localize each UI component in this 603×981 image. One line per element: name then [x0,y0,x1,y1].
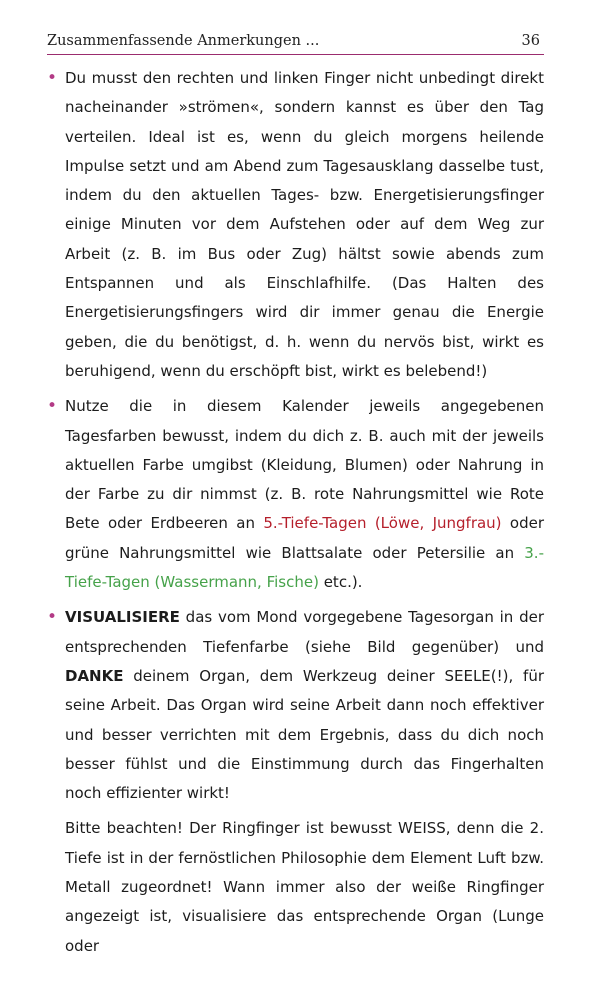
item-text: das vom Mond vorgegebene Tagesorgan in der entsprechenden Tiefenfarbe (siehe Bild gegenüber) und [65,608,544,656]
note-paragraph: Bitte beachten! Der Ringfinger ist bewusst WEISS, denn die 2. Tiefe ist in der fernöstlichen Philosophie dem Element Luft bzw. Metall zugeordnet! Wann immer also der weiße Ringfinger angezeigt ist, visualisiere das entsprechende Organ (Lunge oder [65,819,544,955]
page-number: 36 [521,33,540,49]
item-text: Nutze die in diesem Kalender jeweils angegebenen Tagesfarben bewusst, indem du dich z. B. auch mit der jeweils aktuellen Farbe umgibst (Kleidung, Blumen) oder Nahrung in der Farbe zu dir nimmst (z. B. rote Nahrungsmittel wie Rote Bete oder Erdbeeren an [65,397,544,533]
page-header [47,32,544,55]
bullet-item [47,603,544,808]
bullet-item [47,392,544,597]
highlight-red-text: 5.-Tiefe-Tagen (Löwe, Jungfrau) [263,514,502,533]
section-title: Zusammenfassende Anmerkungen ... [47,33,320,49]
item-text: etc.). [318,573,363,592]
body-text [47,64,544,961]
bullet-icon: • [47,607,58,628]
emphasis-text: VISUALISIERE [65,608,180,627]
item-text: oder grüne Nahrungsmittel wie Blattsalate oder Petersilie an [65,514,545,562]
highlight-green-text: 3.-Tiefe-Tagen (Wassermann, Fische) [65,543,544,592]
bullet-icon: • [47,68,58,88]
bullet-item [47,64,544,386]
item-text: deinem Organ, dem Werkzeug deiner SEELE(!), für seine Arbeit. Das Organ wird seine Arbeit dann noch effektiver und besser verrichten mit dem Ergebnis, dass du dich noch besser fühlst und die Einstimmung durch das Fingerhalten noch effizienter wirkt! [65,666,544,803]
item-text: Du musst den rechten und linken Finger nicht unbedingt direkt nacheinander »strömen«, sondern kannst es über den Tag verteilen. Ideal ist es, wenn du gleich morgens heilende Impulse setzt und am Abend zum Tagesausklang dasselbe tust, indem du den aktuellen Tages- bzw. Energetisierungsfinger einige Minuten vor dem Aufstehen oder auf dem Weg zur Arbeit (z. B. im Bus oder Zug) hältst sowie abends zum Entspannen und als Einschlafhilfe. (Das Halten des Energetisierungsfingers wird dir immer genau die Energie geben, die du benötigst, d. h. wenn du nervös bist, wirkt es beruhigend, wenn du erschöpft bist, wirkt es belebend!) [65,69,544,380]
emphasis-text: DANKE [65,666,124,685]
bullet-icon: • [47,396,58,417]
